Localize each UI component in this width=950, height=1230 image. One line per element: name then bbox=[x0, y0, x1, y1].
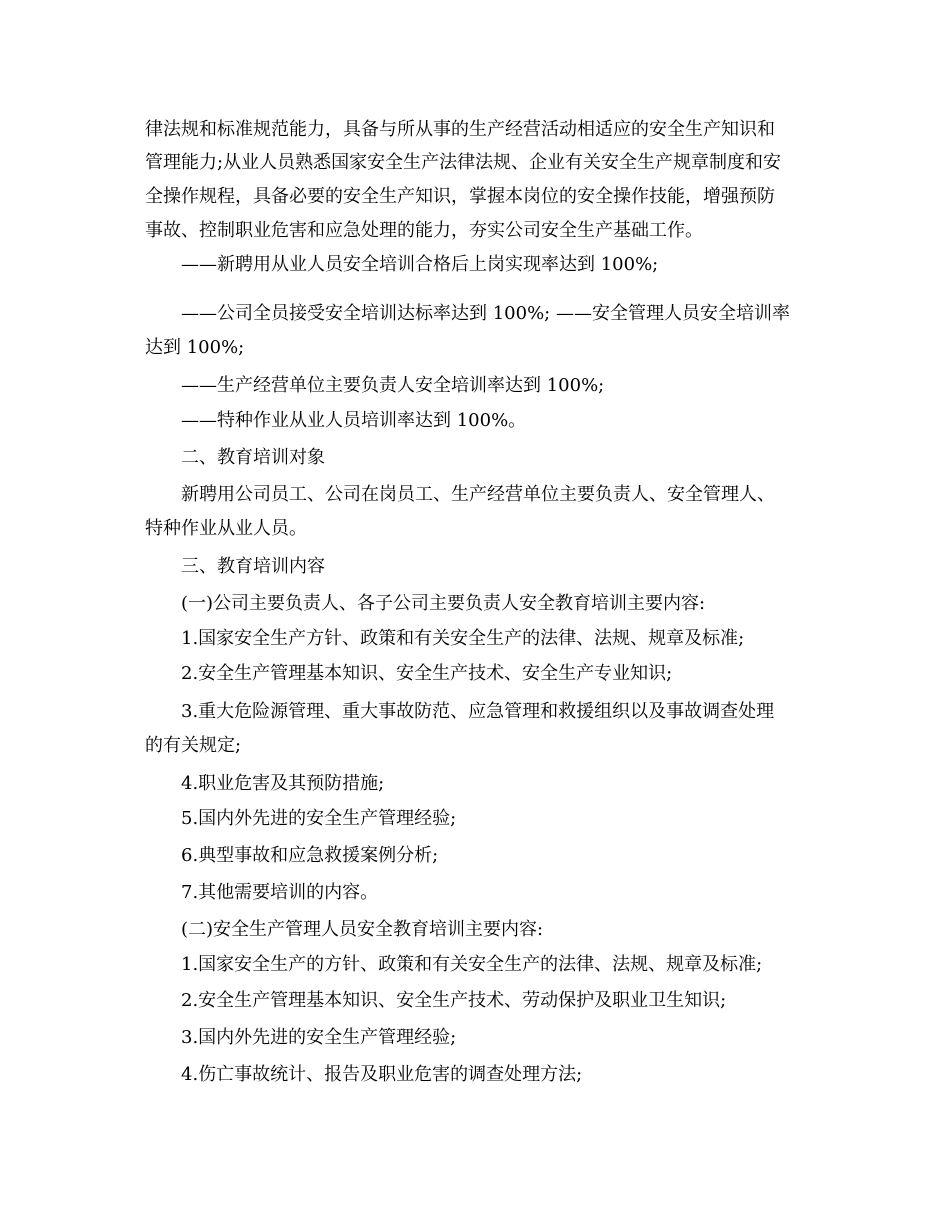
target-item-3: ——生产经营单位主要负责人安全培训率达到 100%; bbox=[181, 375, 605, 396]
list-item-1-2: 2.安全生产管理基本知识、安全生产技术、安全生产专业知识; bbox=[181, 663, 673, 684]
body-line-4: 事故、控制职业危害和应急处理的能力，夯实公司安全生产基础工作。 bbox=[145, 220, 703, 241]
list-item-1-6: 6.典型事故和应急救援案例分析; bbox=[181, 845, 439, 866]
target-item-4: ——特种作业从业人员培训率达到 100%。 bbox=[181, 410, 527, 431]
list-item-1-7: 7.其他需要培训的内容。 bbox=[181, 882, 379, 903]
subsection-heading-2: (二)安全生产管理人员安全教育培训主要内容: bbox=[181, 919, 544, 940]
list-item-1-5: 5.国内外先进的安全生产管理经验; bbox=[181, 808, 457, 829]
body-line-6: 特种作业从业人员。 bbox=[145, 518, 307, 539]
section-heading-3: 三、教育培训内容 bbox=[181, 556, 325, 577]
body-line-2: 管理能力;从业人员熟悉国家安全生产法律法规、企业有关安全生产规章制度和安 bbox=[145, 152, 782, 173]
list-item-1-3: 3.重大危险源管理、重大事故防范、应急管理和救援组织以及事故调查处理 bbox=[181, 701, 775, 722]
list-item-1-1: 1.国家安全生产方针、政策和有关安全生产的法律、法规、规章及标准; bbox=[181, 628, 745, 649]
list-item-2-1: 1.国家安全生产的方针、政策和有关安全生产的法律、法规、规章及标准; bbox=[181, 954, 763, 975]
subsection-heading-1: (一)公司主要负责人、各子公司主要负责人安全教育培训主要内容: bbox=[181, 593, 706, 614]
section-heading-2: 二、教育培训对象 bbox=[181, 447, 325, 468]
target-item-2: ——公司全员接受安全培训达标率达到 100%; ——安全管理人员安全培训率 bbox=[181, 303, 790, 324]
body-line-5: 新聘用公司员工、公司在岗员工、生产经营单位主要负责人、安全管理人、 bbox=[181, 484, 775, 505]
body-line-1: 律法规和标准规范能力，具备与所从事的生产经营活动相适应的安全生产知识和 bbox=[145, 119, 775, 140]
list-item-2-2: 2.安全生产管理基本知识、安全生产技术、劳动保护及职业卫生知识; bbox=[181, 990, 727, 1011]
list-item-2-3: 3.国内外先进的安全生产管理经验; bbox=[181, 1027, 457, 1048]
list-item-1-3-continued: 的有关规定; bbox=[145, 735, 242, 756]
list-item-1-4: 4.职业危害及其预防措施; bbox=[181, 773, 385, 794]
target-item-1: ——新聘用从业人员安全培训合格后上岗实现率达到 100%; bbox=[181, 254, 659, 275]
list-item-2-4: 4.伤亡事故统计、报告及职业危害的调查处理方法; bbox=[181, 1064, 583, 1085]
body-line-3: 全操作规程，具备必要的安全生产知识，掌握本岗位的安全操作技能，增强预防 bbox=[145, 186, 775, 207]
target-item-2-continued: 达到 100%; bbox=[145, 337, 245, 358]
